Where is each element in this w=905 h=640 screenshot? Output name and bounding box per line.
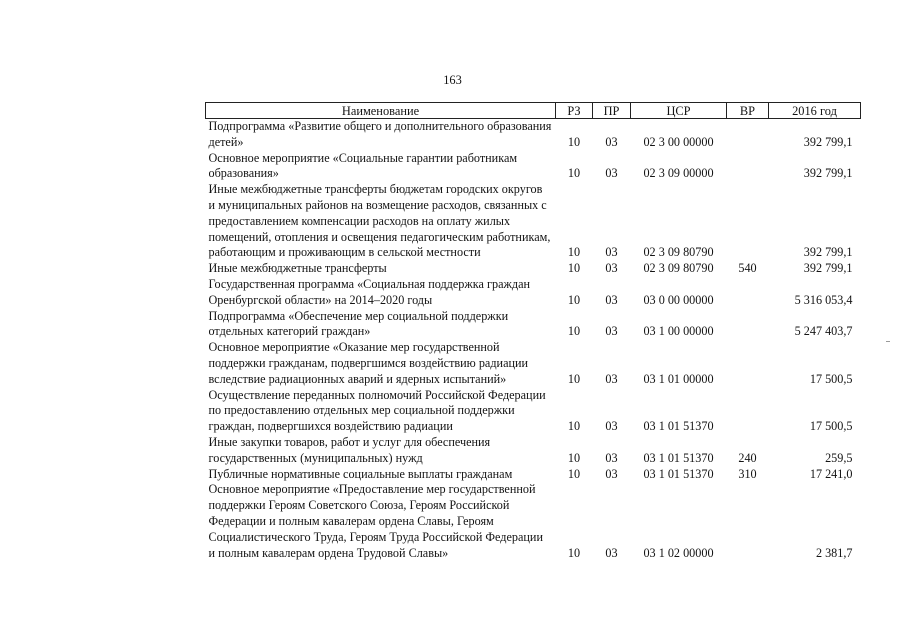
row-rz: 10	[567, 261, 581, 276]
row-name: Публичные нормативные социальные выплаты гражданам	[208, 466, 513, 481]
row-pr: 03	[605, 450, 618, 465]
row-rz: 10	[567, 166, 581, 181]
table-row	[206, 309, 861, 341]
row-rz: 10	[567, 466, 581, 481]
row-name: Иные межбюджетные трансферты бюджетам городских округов и муниципальных районов на возмещение расходов, связанных с предоставлением компенсации расходов на оплату жилых помещений, отопления и освещения педагогическим работникам, работающим и проживающим в сельской местности	[208, 182, 551, 260]
row-amount: 392 799,1	[803, 166, 853, 181]
row-csr: 03 1 02 00000	[643, 545, 714, 560]
row-vr	[727, 340, 769, 387]
row-name: Основное мероприятие «Предоставление мер государственной поддержки Героям Советского Союза, Героям Российской Федерации и полным кавалерам ордена Славы, Героям Социалистического Труда, Героям Труда Российской Федерации и полным кавалерам ордена Трудовой Славы»	[208, 482, 543, 560]
table-row	[206, 261, 861, 277]
row-pr: 03	[605, 292, 618, 307]
row-name: Иные закупки товаров, работ и услуг для обеспечения государственных (муниципальных) нужд	[208, 434, 491, 465]
row-amount: 259,5	[825, 450, 853, 465]
row-amount: 2 381,7	[815, 545, 853, 560]
row-pr: 03	[605, 166, 618, 181]
row-csr: 03 1 01 51370	[643, 419, 714, 434]
row-vr	[727, 182, 769, 261]
header-rz: РЗ	[556, 103, 593, 119]
row-rz: 10	[567, 450, 581, 465]
table-header-row	[206, 103, 861, 119]
table-row	[206, 151, 861, 183]
header-amount: 2016 год	[769, 103, 861, 119]
row-pr: 03	[605, 245, 618, 260]
row-amount: 392 799,1	[803, 134, 853, 149]
row-rz: 10	[567, 245, 581, 260]
row-name: Подпрограмма «Обеспечение мер социальной поддержки отдельных категорий граждан»	[208, 308, 509, 339]
row-vr: 540	[738, 261, 757, 276]
row-vr	[727, 388, 769, 435]
row-name: Подпрограмма «Развитие общего и дополнительного образования детей»	[208, 119, 552, 149]
row-vr	[727, 119, 769, 151]
row-vr: 240	[738, 450, 757, 465]
row-pr: 03	[605, 134, 618, 149]
table-row	[206, 467, 861, 483]
row-csr: 03 1 01 00000	[643, 371, 714, 386]
header-pr: ПР	[593, 103, 631, 119]
row-vr	[727, 482, 769, 561]
table-row	[206, 435, 861, 467]
row-pr: 03	[605, 261, 618, 276]
row-rz: 10	[567, 371, 581, 386]
row-name: Основное мероприятие «Оказание мер государственной поддержки гражданам, подвергшимся воздействию радиации вследствие радиационных аварий и ядерных испытаний»	[208, 340, 529, 386]
row-rz: 10	[567, 545, 581, 560]
row-amount: 5 316 053,4	[794, 292, 853, 307]
table-row	[206, 340, 861, 387]
table-row	[206, 119, 861, 151]
row-amount: 392 799,1	[803, 245, 853, 260]
row-pr: 03	[605, 371, 618, 386]
row-amount: 5 247 403,7	[794, 324, 853, 339]
row-amount: 17 500,5	[809, 419, 853, 434]
row-rz: 10	[567, 324, 581, 339]
row-name: Государственная программа «Социальная поддержка граждан Оренбургской области» на 2014–2020 годы	[208, 276, 531, 307]
row-csr: 02 3 09 80790	[643, 245, 714, 260]
row-amount: 392 799,1	[803, 261, 853, 276]
table-row	[206, 277, 861, 309]
row-csr: 02 3 00 00000	[643, 134, 714, 149]
row-csr: 03 1 01 51370	[643, 450, 714, 465]
table-row	[206, 388, 861, 435]
row-csr: 03 0 00 00000	[643, 292, 714, 307]
row-vr	[727, 309, 769, 341]
row-rz: 10	[567, 419, 581, 434]
row-csr: 03 1 01 51370	[643, 466, 714, 481]
header-vr: ВР	[727, 103, 769, 119]
header-csr: ЦСР	[631, 103, 727, 119]
row-csr: 02 3 09 00000	[643, 166, 714, 181]
scan-edge-mark	[886, 341, 890, 342]
page-number: 163	[443, 73, 462, 87]
header-name: Наименование	[206, 103, 556, 119]
row-pr: 03	[605, 419, 618, 434]
row-csr: 02 3 09 80790	[643, 261, 714, 276]
row-rz: 10	[567, 292, 581, 307]
row-vr: 310	[738, 466, 757, 481]
row-pr: 03	[605, 545, 618, 560]
row-rz: 10	[567, 134, 581, 149]
table-row	[206, 482, 861, 561]
row-amount: 17 500,5	[809, 371, 853, 386]
row-pr: 03	[605, 466, 618, 481]
row-name: Осуществление переданных полномочий Российской Федерации по предоставлению отдельных мер социальной поддержки граждан, подвергшихся воздействию радиации	[208, 387, 546, 434]
table-row	[206, 182, 861, 261]
row-name: Иные межбюджетные трансферты	[208, 261, 387, 276]
row-csr: 03 1 00 00000	[643, 324, 714, 339]
row-amount: 17 241,0	[809, 466, 853, 481]
budget-table	[205, 102, 861, 561]
row-pr: 03	[605, 324, 618, 339]
row-vr	[727, 151, 769, 183]
row-vr	[727, 277, 769, 309]
row-name: Основное мероприятие «Социальные гарантии работникам образования»	[208, 150, 518, 181]
